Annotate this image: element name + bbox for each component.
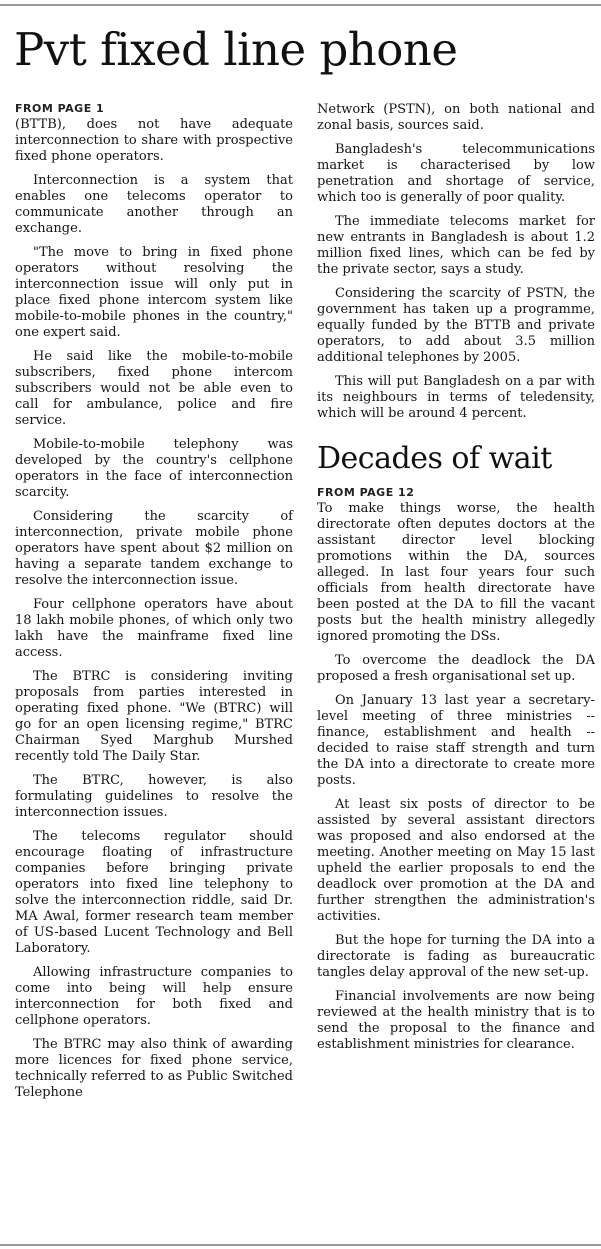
second-headline: Decades of wait — [317, 441, 552, 476]
paragraph: Bangladesh's telecommunications market is characterised by low penetration and shortage of service, which too is generally of poor quality. — [317, 142, 595, 205]
kicker-from-page-12: FROM PAGE 12 — [317, 486, 415, 499]
paragraph: Considering the scarcity of PSTN, the government has taken up a programme, equally funded by the BTTB and private operators, to add about 3.5 million additional telephones by 2005. — [317, 286, 595, 365]
paragraph: He said like the mobile-to-mobile subscribers, fixed phone intercom subscribers would not be able even to call for ambulance, police and fire service. — [15, 349, 293, 428]
kicker-from-page-1: FROM PAGE 1 — [15, 102, 105, 115]
paragraph: Mobile-to-mobile telephony was developed by the country's cellphone operators in the face of interconnection scarcity. — [15, 437, 293, 500]
paragraph: (BTTB), does not have adequate interconnection to share with prospective fixed phone operators. — [15, 117, 293, 164]
paragraph: This will put Bangladesh on a par with its neighbours in terms of teledensity, which will be around 4 percent. — [317, 374, 595, 421]
left-column — [15, 102, 293, 1109]
headline: Pvt fixed line phone — [14, 23, 458, 76]
paragraph: At least six posts of director to be assisted by several assistant directors was proposed and also endorsed at the meeting. Another meeting on May 15 last upheld the earlier proposals to end the deadlock over promotion at the DA and further strengthen the administration's activities. — [317, 797, 595, 924]
paragraph: On January 13 last year a secretary-level meeting of three ministries -- finance, establishment and health -- decided to raise staff strength and turn the DA into a directorate to create more posts. — [317, 693, 595, 788]
paragraph: Allowing infrastructure companies to come into being will help ensure interconnection for both fixed and cellphone operators. — [15, 965, 293, 1028]
paragraph: The telecoms regulator should encourage floating of infrastructure companies before bringing private operators into fixed line telephony to solve the interconnection riddle, said Dr. MA Awal, former research team member of US-based Lucent Technology and Bell Laboratory. — [15, 829, 293, 956]
top-rule — [0, 4, 601, 6]
paragraph: Financial involvements are now being reviewed at the health ministry that is to send the proposal to the finance and establishment ministries for clearance. — [317, 989, 595, 1052]
paragraph: The BTRC, however, is also formulating guidelines to resolve the interconnection issues. — [15, 773, 293, 820]
paragraph: "The move to bring in fixed phone operators without resolving the interconnection issue will only put in place fixed phone intercom system like mobile-to-mobile phones in the country," one expert said. — [15, 245, 293, 340]
paragraph: The immediate telecoms market for new entrants in Bangladesh is about 1.2 million fixed lines, which can be fed by the private sector, says a study. — [317, 214, 595, 277]
paragraph: To make things worse, the health directorate often deputes doctors at the assistant director level blocking promotions within the DA, sources alleged. In last four years four such officials from health directorate have been posted at the DA to fill the vacant posts but the health ministry allegedly ignored promoting the DSs. — [317, 501, 595, 644]
paragraph: The BTRC may also think of awarding more licences for fixed phone service, technically referred to as Public Switched Telephone — [15, 1037, 293, 1100]
paragraph: Considering the scarcity of interconnection, private mobile phone operators have spent about $2 million on having a separate tandem exchange to resolve the interconnection issue. — [15, 509, 293, 588]
paragraph: The BTRC is considering inviting proposals from parties interested in operating fixed phone. "We (BTRC) will go for an open licensing regime," BTRC Chairman Syed Marghub Murshed recently told The Daily Star. — [15, 669, 293, 764]
bottom-rule — [0, 1244, 601, 1246]
paragraph: Network (PSTN), on both national and zonal basis, sources said. — [317, 102, 595, 133]
paragraph: Interconnection is a system that enables one telecoms operator to communicate another through an exchange. — [15, 173, 293, 236]
paragraph: To overcome the deadlock the DA proposed a fresh organisational set up. — [317, 653, 595, 684]
paragraph: But the hope for turning the DA into a directorate is fading as bureaucratic tangles delay approval of the new set-up. — [317, 933, 595, 980]
paragraph: Four cellphone operators have about 18 lakh mobile phones, of which only two lakh have the mainframe fixed line access. — [15, 597, 293, 660]
right-column — [317, 102, 595, 1061]
